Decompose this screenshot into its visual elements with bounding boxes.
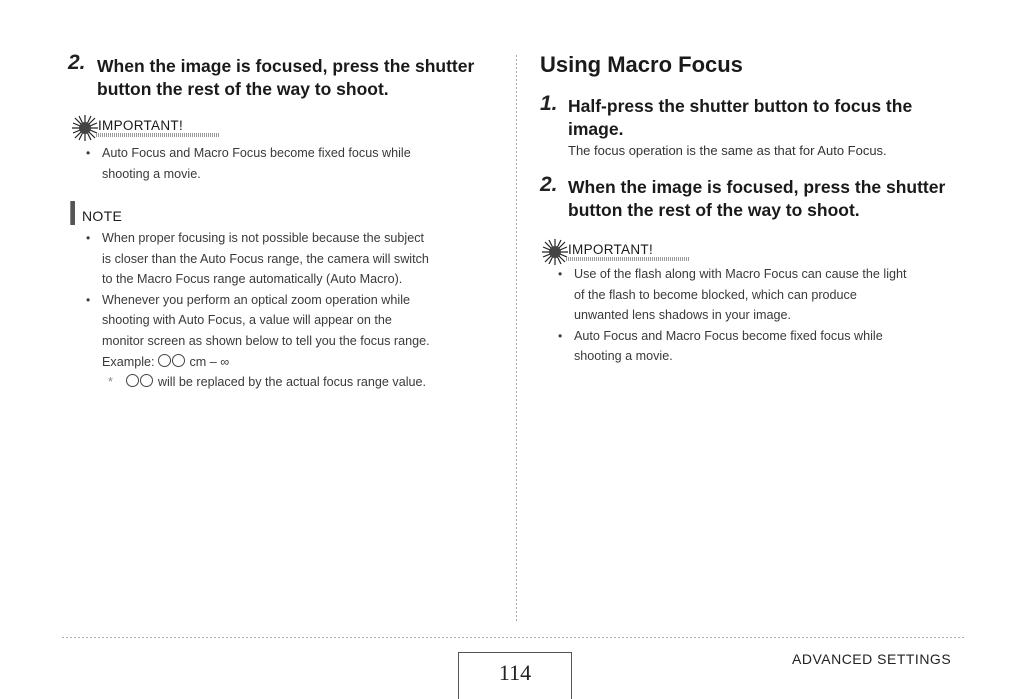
list-item: [84, 290, 514, 372]
page-number: 114: [458, 652, 572, 699]
bullet-dot: •: [558, 328, 563, 343]
starburst-icon: [70, 114, 100, 142]
note-label: NOTE: [82, 208, 123, 224]
column-divider: [516, 55, 517, 621]
list-item: [556, 264, 996, 326]
step-title: [568, 176, 988, 222]
note-list: [84, 228, 514, 372]
important-underline: [96, 133, 220, 137]
list-item-line: Use of the flash along with Macro Focus can cause the light: [574, 267, 907, 281]
footnote: [108, 374, 426, 389]
list-item: [84, 143, 504, 184]
list-item: [84, 228, 514, 290]
footnote-text: will be replaced by the actual focus range value.: [157, 375, 427, 389]
infinity-symbol: ∞: [220, 354, 230, 369]
bullet-dot: •: [86, 146, 91, 160]
list-item-line: unwanted lens shadows in your image.: [574, 308, 792, 323]
step-title-line: When the image is focused, press the shutter: [568, 177, 946, 197]
example-suffix: cm –: [189, 354, 217, 369]
list-item-line: to the Macro Focus range automatically (Auto Macro).: [102, 272, 403, 287]
important-list: [84, 143, 504, 184]
circle-placeholder-icon: [172, 354, 185, 367]
step-title-line: button the rest of the way to shoot.: [97, 79, 389, 99]
step-number: 1.: [540, 92, 558, 115]
list-item-line: Auto Focus and Macro Focus become fixed focus while: [574, 328, 883, 343]
step-body: The focus operation is the same as that for Auto Focus.: [568, 143, 887, 158]
list-item-line: Auto Focus and Macro Focus become fixed focus while: [102, 146, 411, 160]
list-item-line: shooting a movie.: [102, 166, 201, 181]
step-title-line: Half-press the shutter button to focus the: [568, 96, 913, 116]
list-item-line: Whenever you perform an optical zoom operation while: [102, 292, 411, 307]
example-prefix: Example:: [102, 354, 155, 369]
step-number: 2.: [540, 173, 558, 196]
circle-placeholder-icon: [158, 354, 171, 367]
list-item-line: shooting with Auto Focus, a value will appear on the: [102, 313, 392, 328]
list-item: [556, 326, 996, 367]
example-line: [102, 352, 514, 373]
bullet-dot: •: [86, 292, 91, 307]
important-label: IMPORTANT!: [98, 118, 184, 133]
note-bar-icon: [70, 201, 75, 225]
list-item-line: of the flash to become blocked, which can produce: [574, 287, 857, 302]
footer-divider: [62, 637, 964, 638]
list-item-line: is closer than the Auto Focus range, the camera will switch: [102, 251, 429, 266]
step-title: [568, 95, 988, 141]
starburst-icon: [540, 238, 570, 266]
step-number: 2.: [68, 51, 86, 74]
important-list: [556, 264, 996, 367]
important-underline: [566, 257, 690, 261]
list-item-line: monitor screen as shown below to tell you the focus range.: [102, 333, 430, 348]
list-item-line: shooting a movie.: [574, 349, 673, 364]
step-title-line: button the rest of the way to shoot.: [568, 200, 860, 220]
section-title: Using Macro Focus: [540, 52, 743, 77]
bullet-dot: •: [558, 267, 563, 281]
circle-placeholder-icon: [140, 374, 153, 387]
circle-placeholder-icon: [126, 374, 139, 387]
important-label: IMPORTANT!: [568, 242, 654, 257]
bullet-dot: •: [86, 231, 91, 245]
footnote-star: *: [108, 375, 113, 389]
list-item-line: When proper focusing is not possible because the subject: [102, 231, 425, 245]
section-footer-label: ADVANCED SETTINGS: [792, 651, 952, 667]
step-title: [97, 55, 507, 101]
step-title-line: image.: [568, 119, 624, 139]
step-title-line: When the image is focused, press the shutter: [97, 56, 475, 76]
